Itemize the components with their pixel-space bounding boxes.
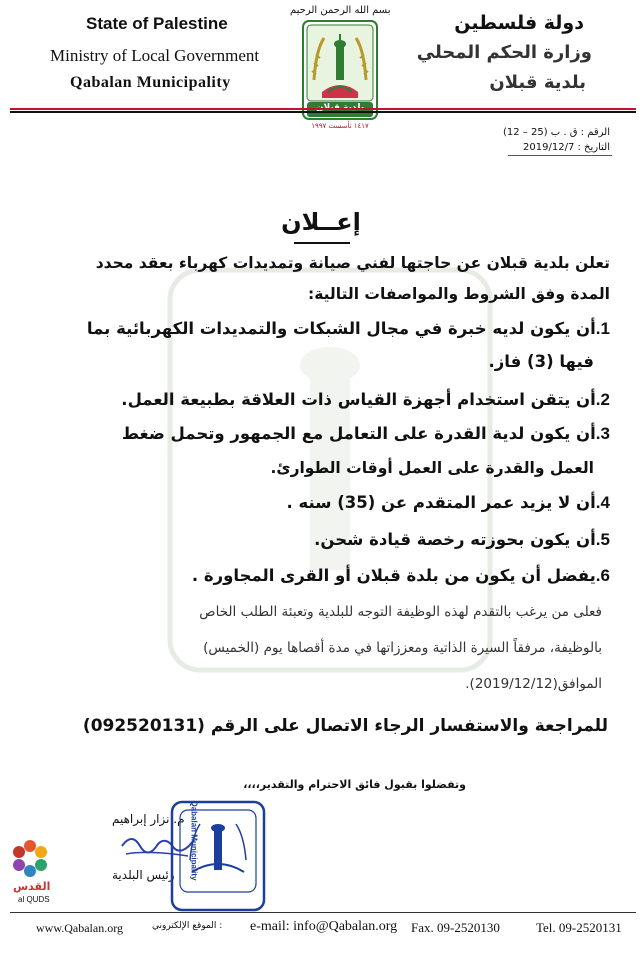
list-item-number: 4. [595, 493, 610, 512]
footer-website-label: : الموقع الإلكتروني [152, 921, 223, 931]
header-state-ar: دولة فلسطين [454, 12, 584, 34]
closing-line: وتفضلوا بقبول فائق الاحترام والتقدير،،،، [243, 778, 466, 791]
list-item-1 [87, 319, 610, 339]
intro-line-1: تعلن بلدية قبلان عن حاجتها لفني صيانة وتمديدات كهرباء بعقد محدد [95, 254, 610, 272]
header-rule-black [10, 111, 636, 113]
header-rule-red [10, 108, 636, 110]
signer-title: رئيس البلدية [112, 868, 175, 882]
header-ministry-ar: وزارة الحكم المحلي [416, 42, 592, 63]
list-item-2 [121, 390, 610, 410]
apply-line-2: بالوظيفة، مرفقاً السيرة الذاتية ومعززاتها في مدة أقصاها يوم (الخميس) [203, 640, 602, 656]
logo-years: ١٤١٧ تأسست ١٩٩٧ [311, 122, 369, 130]
footer-tel: Tel. 09-2520131 [536, 920, 622, 935]
footer-email[interactable]: e-mail: info@Qabalan.org [250, 919, 398, 934]
list-item-text: يفضل أن يكون من بلدة قبلان أو القرى المجاورة . [191, 566, 596, 585]
list-item-number: 1. [595, 319, 610, 338]
header-ministry-en: Ministry of Local Government [50, 46, 260, 65]
list-item-number: 6. [595, 566, 610, 585]
list-item-number: 2. [595, 390, 610, 409]
contact-line: للمراجعة والاستفسار الرجاء الاتصال على الرقم (092520131) [82, 716, 608, 736]
list-item-number: 5. [595, 530, 610, 549]
list-item-text: أن يكون بحوزته رخصة قيادة شحن. [314, 530, 596, 549]
list-item-3-cont: العمل والقدرة على العمل أوقات الطوارئ. [270, 459, 594, 477]
intro-line-2: المدة وفق الشروط والمواصفات التالية: [308, 285, 610, 303]
header-municipality-ar: بلدية قبلان [489, 72, 586, 93]
official-stamp [170, 800, 266, 912]
footer-fax: Fax. 09-2520130 [411, 920, 500, 935]
stamp-text: Qabalan Municipality [189, 800, 199, 881]
list-item-text: أن لا يزيد عمر المتقدم عن (35) سنه . [286, 493, 596, 512]
alquds-logo [10, 838, 50, 878]
list-item-text: أن يتقن استخدام أجهزة القياس ذات العلاقة بطبيعة العمل. [121, 390, 596, 409]
title-underline [294, 242, 350, 244]
alquds-label-ar: القدس [13, 880, 51, 893]
alquds-label-en: al QUDS [18, 895, 50, 904]
header-state-en: State of Palestine [86, 14, 228, 33]
list-item-1-cont: فيها (3) فاز. [488, 352, 594, 371]
header-municipality-en: Qabalan Municipality [70, 74, 231, 91]
reference-date: التاريخ : 2019/12/7 [523, 142, 610, 153]
list-item-4 [286, 493, 610, 513]
list-item-text: أن يكون لديه خبرة في مجال الشبكات والتمديدات الكهربائية بما [86, 319, 596, 338]
list-item-number: 3. [595, 424, 610, 443]
reference-number: الرقم : ق . ب (25 – 12) [502, 127, 610, 138]
list-item-text: أن يكون لدية القدرة على التعامل مع الجمهور وتحمل ضغط [121, 424, 596, 443]
list-item-5 [314, 530, 610, 550]
announcement-title: إعــلان [281, 208, 361, 236]
list-item-3 [122, 424, 610, 444]
signer-name: م. نزار إبراهيم [112, 812, 185, 826]
footer-website[interactable]: www.Qabalan.org [36, 921, 123, 935]
apply-line-1: فعلى من يرغب بالتقدم لهذه الوظيفة التوجه للبلدية وتعبئة الطلب الخاص [199, 604, 602, 620]
basmala: بسم الله الرحمن الرحيم [290, 5, 391, 16]
reference-underline [508, 155, 612, 156]
footer-rule [10, 912, 636, 913]
apply-line-3: الموافق(2019/12/12). [465, 676, 602, 692]
municipality-logo [302, 20, 378, 130]
list-item-6 [192, 566, 610, 586]
